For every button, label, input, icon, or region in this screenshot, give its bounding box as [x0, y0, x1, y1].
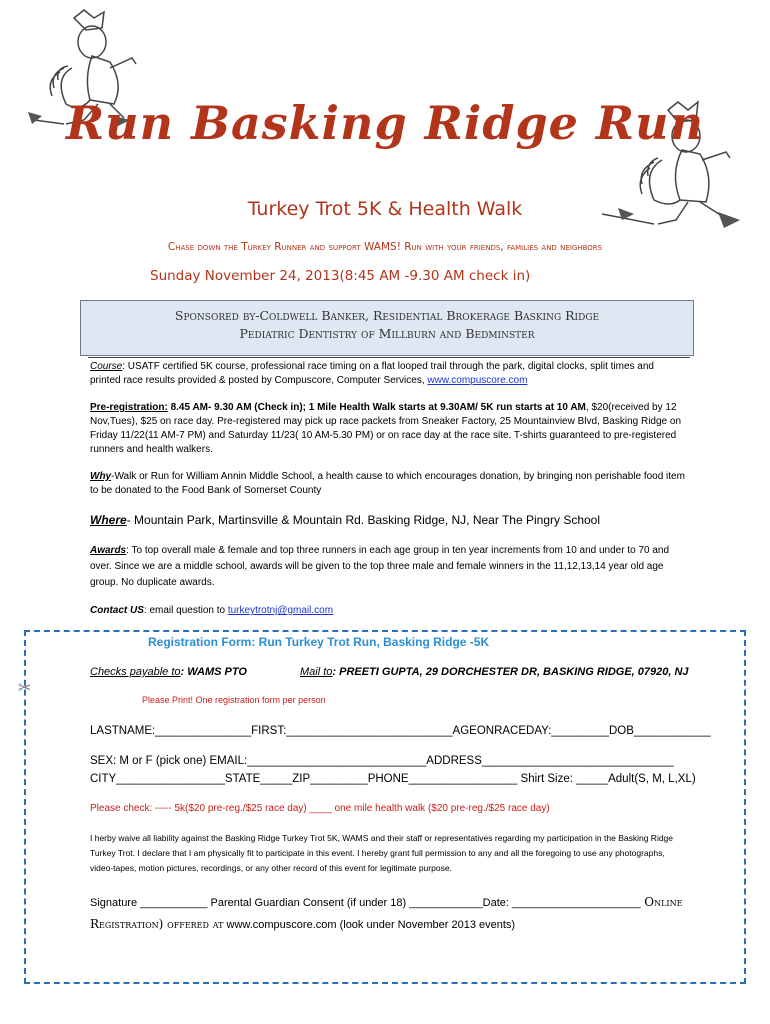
online-url[interactable]: www.compuscore.com	[223, 919, 337, 931]
awards-text: : To top overall male & female and top three runners in each age group in ten year increments from 10 and under to 70 and over. Since we are a middle school, awards will be given to the top three male and female winners in the 11,12,13,14 year old age group. No duplicate awards.	[90, 545, 670, 588]
contact-label: Contact US	[90, 605, 144, 616]
checks-value: : WAMS PTO	[180, 666, 247, 678]
mail-value: : PREETI GUPTA, 29 DORCHESTER DR, BASKING RIDGE, 07920, NJ	[332, 666, 689, 678]
prereg-text: , $20(received by 12 Nov,Tues), $25 on race day. Pre-registered may pick up race packets from Sneaker Factory, 25 Mountainview Blvd, Basking Ridge on Friday 11/22(11 AM-7 PM) and Saturday 11/23( 10 AM-5.30 PM) or on race day at the race site. T-shirts guaranteed to pre-registered runners and health walkers.	[90, 402, 682, 455]
why-text: -Walk or Run for William Annin Middle School, a health cause to which encourages donation, by bringing non perishable food item to be donated to the Food Bank of Somerset County	[90, 471, 685, 496]
event-subtitle: Turkey Trot 5K & Health Walk	[247, 198, 523, 220]
scissors-icon: ✂	[18, 680, 32, 697]
name-fields-line[interactable]: LASTNAME:_______________FIRST:__________________________AGEONRACEDAY:_________DOB____________	[90, 725, 711, 737]
contact-email-link[interactable]: turkeytrotnj@gmail.com	[227, 605, 334, 616]
online-note: (look under November 2013 events)	[336, 919, 516, 931]
event-date: Sunday November 24, 2013(8:45 AM -9.30 AM check in)	[150, 268, 531, 284]
checks-label: Checks payable to	[90, 666, 181, 678]
compuscore-link[interactable]: www.compuscore.com	[427, 375, 528, 386]
prereg-label: Pre-registration:	[90, 402, 168, 413]
please-check-line[interactable]: Please check: ----- 5k($20 pre-reg./$25 race day) ____ one mile health walk ($20 pre-reg./$25 race day)	[90, 803, 550, 814]
tagline: Chase down the Turkey Runner and support WAMS! Run with your friends, families and neighbors	[167, 241, 603, 253]
sex-email-address-line[interactable]: SEX: M or F (pick one) EMAIL:____________________________ADDRESS______________________________	[90, 755, 674, 767]
prereg-paragraph	[90, 401, 686, 457]
course-label: Course	[90, 361, 123, 372]
where-paragraph	[90, 513, 600, 527]
mail-label: Mail to	[300, 666, 333, 678]
page-title: Run Basking Ridge Run	[65, 96, 705, 150]
where-text: - Mountain Park, Martinsville & Mountain Rd. Basking Ridge, NJ, Near The Pingry School	[126, 513, 601, 527]
awards-paragraph	[90, 543, 686, 591]
waiver-text: I herby waive all liability against the Basking Ridge Turkey Trot 5K, WAMS and their staff or representatives regarding my participation in the Basking Ridge Turkey Trot. I declare that I am physically fit to participate in this event. I hereby grant full permission to any and all the foregoing to use any photographs, video-tapes, motion pictures, recordings, or any other record of this event for legitimate purpose.	[90, 833, 674, 873]
city-state-phone-line[interactable]: CITY_________________STATE_____ZIP_________PHONE_________________ Shirt Size: _____Adult(S, M, L,XL)	[90, 773, 696, 785]
contact-text: : email question to	[143, 605, 228, 616]
registration-form-title: Registration Form: Run Turkey Trot Run, Basking Ridge -5K	[148, 635, 490, 649]
divider	[88, 357, 690, 358]
sponsor-box	[80, 300, 694, 356]
sponsor-line-2: Pediatric Dentistry of Millburn and Bedminster	[239, 326, 535, 341]
registration-offered-label: Registration) offered at	[90, 917, 224, 931]
signature-block	[90, 892, 686, 936]
where-label: Where	[90, 513, 127, 527]
checks-payable	[90, 666, 247, 678]
signature-line[interactable]: Signature ___________ Parental Guardian Consent (if under 18) ____________Date: _____________________	[90, 897, 641, 909]
contact-paragraph	[90, 604, 686, 618]
mail-to	[300, 666, 689, 678]
course-paragraph	[90, 360, 686, 388]
why-label: Why	[90, 471, 112, 482]
awards-label: Awards	[90, 545, 127, 556]
online-label: Online	[640, 895, 683, 909]
course-text: : USATF certified 5K course, professional race timing on a flat looped trail through the park, digital clocks, split times and printed race results provided & posted by Compuscore, Computer Services,	[90, 361, 654, 386]
why-paragraph	[90, 470, 686, 498]
print-note: Please Print! One registration form per person	[142, 695, 326, 705]
prereg-bold-text: 8.45 AM- 9.30 AM (Check in); 1 Mile Health Walk starts at 9.30AM/ 5K run starts at 10 AM	[167, 402, 586, 413]
sponsor-line-1: Sponsored by-Coldwell Banker, Residential Brokerage Basking Ridge	[174, 308, 600, 323]
